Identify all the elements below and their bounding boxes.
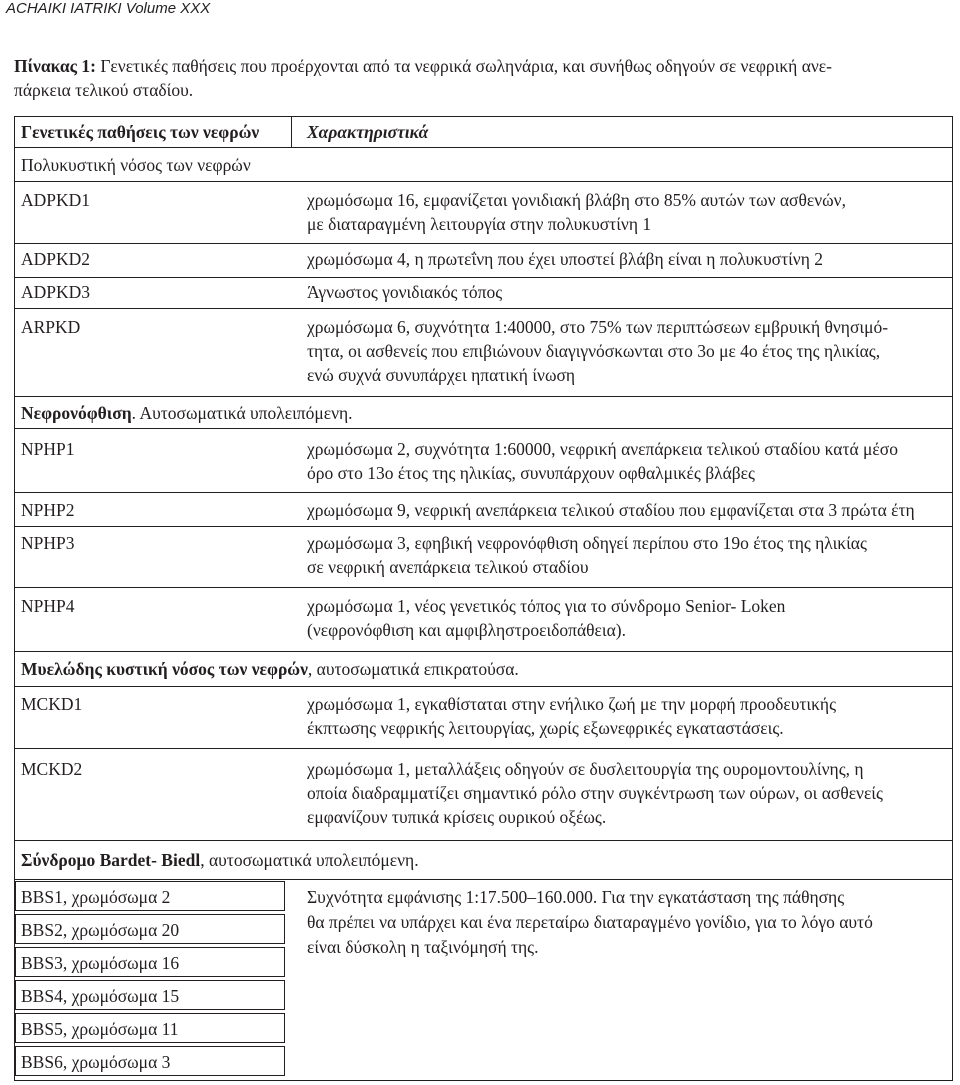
table-caption [14,54,944,102]
disease-desc-line: χρωμόσωμα 16, εμφανίζεται γονιδιακή βλάβη στο 85% αυτών των ασθενών, [307,190,846,210]
bbs-item: BBS3, χρωμόσωμα 16 [21,953,180,973]
disease-desc-line: εμφανίζουν τυπικά κρίσεις ουρικού οξέως. [307,807,607,827]
rule [15,651,952,652]
disease-desc-line: χρωμόσωμα 4, η πρωτεΐνη που έχει υποστεί βλάβη είναι η πολυκυστίνη 2 [307,249,823,269]
disease-desc-line: χρωμόσωμα 1, εγκαθίσταται στην ενήλικο ζωή με την μορφή προοδευτικής [307,694,837,714]
disease-name-adpkd2: ADPKD2 [21,249,91,269]
bbs-item: BBS5, χρωμόσωμα 11 [21,1019,179,1039]
disease-desc-line: με διαταραγμένη λειτουργία στην πολυκυστίνη 1 [307,214,652,234]
section-title-mckd [21,657,519,681]
bbs-desc-line: Συχνότητα εμφάνισης 1:17.500–160.000. Για την εγκατάσταση της πάθησης [307,887,845,907]
section-title-bold: Νεφρονόφθιση [21,403,132,423]
section-title-bbs [21,848,419,872]
rule [15,243,952,244]
rule [15,686,952,687]
rule [15,428,952,429]
bbs-item: BBS2, χρωμόσωμα 20 [21,920,180,940]
section-title-nphp [21,401,353,425]
rule [15,181,952,182]
disease-desc-line: σε νεφρική ανεπάρκεια τελικού σταδίου [307,557,589,577]
section-title-bold: Σύνδρομο Bardet- Biedl [21,850,201,870]
disease-desc-line: χρωμόσωμα 1, μεταλλάξεις οδηγούν σε δυσλειτουργία της ουρομοντουλίνης, η [307,759,864,779]
header-col-characteristics: Χαρακτηριστικά [307,122,429,142]
section-title-rest: . Αυτοσωματικά υπολειπόμενη. [131,403,353,423]
caption-line-1: Γενετικές παθήσεις που προέρχονται από τα νεφρικά σωληνάρια, και συνήθως οδηγούν σε νεφρική ανε- [100,56,832,76]
journal-running-header: ACHAIKI IATRIKI Volume XXX [6,0,211,17]
disease-name-nphp4: NPHP4 [21,596,75,616]
section-title-rest: , αυτοσωματικά επικρατούσα. [307,659,519,679]
disease-desc-line: χρωμόσωμα 9, νεφρική ανεπάρκεια τελικού σταδίου που εμφανίζεται στα 3 πρώτα έτη [307,500,915,520]
disease-name-adpkd1: ADPKD1 [21,190,91,210]
section-title-bold: Μυελώδης κυστική νόσος των νεφρών [21,659,308,679]
bbs-desc-line: θα πρέπει να υπάρχει και ένα περεταίρω διαταραγμένο γονίδιο, για το λόγο αυτό [307,912,873,932]
disease-name-mckd2: MCKD2 [21,759,83,779]
genetic-diseases-table [14,116,953,1081]
rule [15,396,952,397]
bbs-item: BBS4, χρωμόσωμα 15 [21,986,180,1006]
disease-name-mckd1: MCKD1 [21,694,83,714]
disease-name-arpkd: ARPKD [21,317,81,337]
disease-desc-line: έκπτωσης νεφρικής λειτουργίας, χωρίς εξωνεφρικές εγκαταστάσεις. [307,718,784,738]
section-title-rest: , αυτοσωματικά υπολειπόμενη. [200,850,419,870]
rule [15,879,952,880]
disease-name-nphp1: NPHP1 [21,439,75,459]
disease-desc-line: οποία διαδραμματίζει σημαντικό ρόλο στην συγκέντρωση των ούρων, οι ασθενείς [307,783,883,803]
disease-desc-line: ενώ συχνά συνυπάρχει ηπατική ίνωση [307,365,576,385]
disease-desc-line: τητα, οι ασθενείς που επιβιώνουν διαγιγνόσκωνται στο 3ο με 4ο έτος της ηλικίας, [307,341,881,361]
rule [15,840,952,841]
bbs-item: BBS6, χρωμόσωμα 3 [21,1052,171,1072]
disease-desc-line: Άγνωστος γονιδιακός τόπος [307,282,503,302]
rule [15,526,952,527]
disease-desc-line: χρωμόσωμα 3, εφηβική νεφρονόφθιση οδηγεί περίπου στο 19ο έτος της ηλικίας [307,533,867,553]
section-title-pkd: Πολυκυστική νόσος των νεφρών [21,155,251,175]
disease-name-nphp3: NPHP3 [21,533,75,553]
rule [15,492,952,493]
rule [15,748,952,749]
rule [15,308,952,309]
caption-line-2: πάρκεια τελικού σταδίου. [14,80,194,100]
header-col-diseases: Γενετικές παθήσεις των νεφρών [21,122,260,142]
rule [15,587,952,588]
disease-desc-line: (νεφρονόφθιση και αμφιβληστροειδοπάθεια). [307,620,626,640]
rule [15,277,952,278]
disease-name-nphp2: NPHP2 [21,500,75,520]
bbs-item: BBS1, χρωμόσωμα 2 [21,887,171,907]
disease-name-adpkd3: ADPKD3 [21,282,91,302]
header-divider [291,117,292,147]
disease-desc-line: χρωμόσωμα 6, συχνότητα 1:40000, στο 75% των περιπτώσεων εμβρυική θνησιμό- [307,317,889,337]
bbs-desc-line: είναι δύσκολη η ταξινόμησή της. [307,937,539,957]
disease-desc-line: χρωμόσωμα 2, συχνότητα 1:60000, νεφρική ανεπάρκεια τελικού σταδίου κατά μέσο [307,439,898,459]
caption-label: Πίνακας 1: [14,56,96,76]
disease-desc-line: χρωμόσωμα 1, νέος γενετικός τόπος για το σύνδρομο Senior- Loken [307,596,786,616]
header-rule [15,147,952,148]
disease-desc-line: όρο στο 13ο έτος της ηλικίας, συνυπάρχουν οφθαλμικές βλάβες [307,463,755,483]
